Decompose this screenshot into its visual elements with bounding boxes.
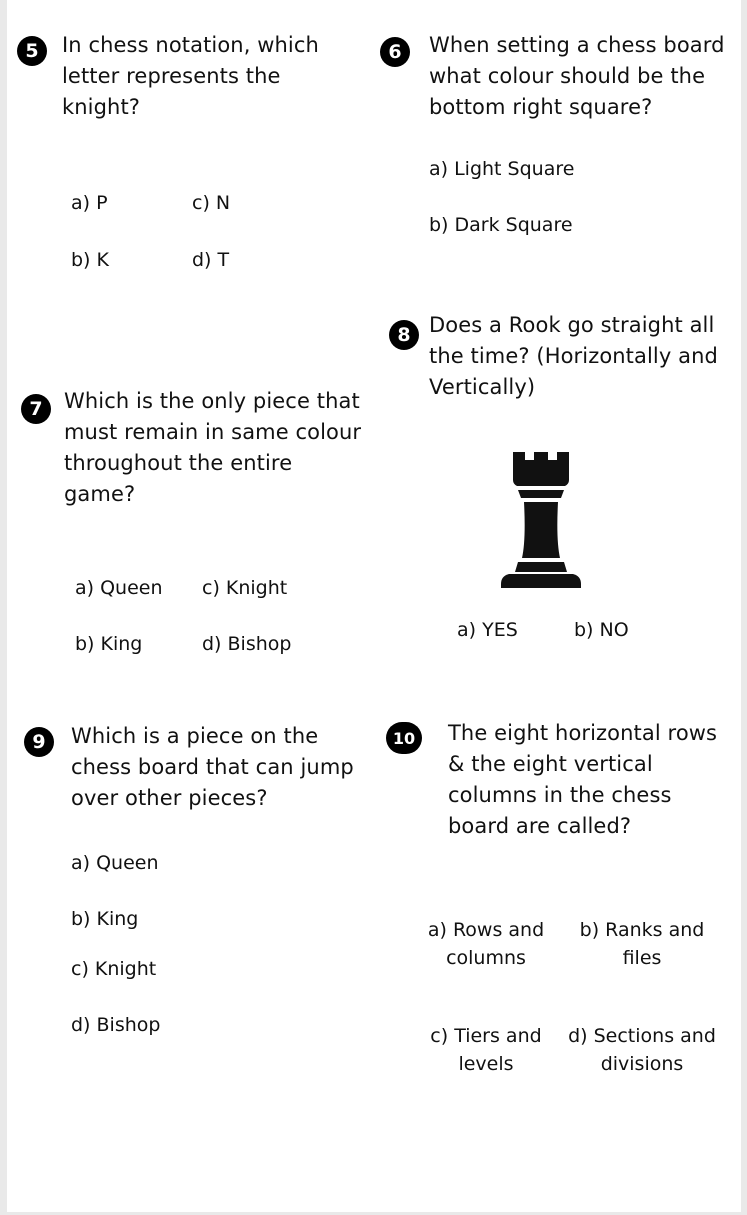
option-b[interactable]: b) NO: [574, 619, 629, 641]
option-a[interactable]: a) YES: [457, 619, 518, 641]
option-b[interactable]: b) K: [71, 249, 109, 271]
option-b[interactable]: b) Ranks and files: [579, 919, 705, 969]
question-text: Which is the only piece that must remain in same colour throughout the entire game?: [64, 389, 362, 506]
option-d[interactable]: d) Bishop: [71, 1014, 161, 1036]
option-a[interactable]: a) Light Square: [429, 158, 575, 180]
question-number-badge: 6: [380, 37, 410, 67]
question-text: Which is a piece on the chess board that can jump over other pieces?: [71, 724, 354, 810]
option-c[interactable]: c) N: [192, 192, 231, 214]
question-number-badge: 7: [21, 394, 51, 424]
option-c[interactable]: c) Knight: [202, 577, 288, 599]
option-b[interactable]: b) King: [71, 908, 139, 930]
question-text: The eight horizontal rows & the eight vertical columns in the chess board are called?: [448, 721, 718, 838]
option-b[interactable]: b) Dark Square: [429, 214, 573, 236]
option-a[interactable]: a) Queen: [71, 852, 159, 874]
option-d[interactable]: d) Sections and divisions: [568, 1025, 716, 1075]
rook-icon: [501, 450, 583, 592]
question-text: When setting a chess board what colour should be the bottom right square?: [429, 33, 725, 119]
option-b[interactable]: b) King: [75, 633, 143, 655]
option-c[interactable]: c) Knight: [71, 958, 157, 980]
option-a[interactable]: a) P: [71, 192, 108, 214]
quiz-sheet: [7, 0, 741, 1212]
question-number-badge: 8: [389, 320, 419, 350]
option-d[interactable]: d) T: [192, 249, 230, 271]
question-number-badge: 9: [24, 727, 54, 757]
question-text: In chess notation, which letter represents the knight?: [62, 33, 319, 119]
option-c[interactable]: c) Tiers and levels: [430, 1025, 542, 1075]
option-a[interactable]: a) Rows and columns: [427, 919, 545, 969]
question-number-badge: 10: [386, 722, 422, 754]
option-a[interactable]: a) Queen: [75, 577, 163, 599]
option-d[interactable]: d) Bishop: [202, 633, 292, 655]
question-number-badge: 5: [17, 36, 47, 66]
question-text: Does a Rook go straight all the time? (Horizontally and Vertically): [429, 313, 718, 399]
